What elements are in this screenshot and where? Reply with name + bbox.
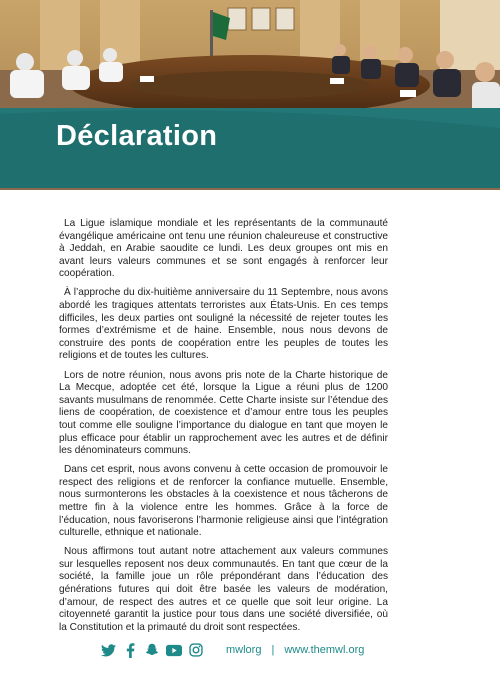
- twitter-icon[interactable]: [100, 642, 116, 658]
- declaration-body: [59, 218, 388, 641]
- instagram-icon[interactable]: [188, 642, 204, 658]
- website-link[interactable]: www.themwl.org: [284, 644, 365, 656]
- paragraph: À l’approche du dix-huitième anniversaire du 11 Septembre, nous avons abordé les tragiques attentats terroristes aux États-Unis. En ces temps difficiles, les deux parties ont souligné la nécessité de rejeter toutes les formes d’extrémisme et de haine. Ensemble, nous nous devons de construire des ponts de coopération entre les peuples de toutes les religions et de toutes les cultures.: [59, 287, 388, 362]
- snapchat-icon[interactable]: [144, 642, 160, 658]
- youtube-icon[interactable]: [166, 642, 182, 658]
- paragraph: Lors de notre réunion, nous avons pris note de la Charte historique de La Mecque, adoptée cet été, lorsque la Ligue a réuni plus de 1200 savants musulmans de renommée. Cette Charte insiste sur l’étendue des liens de coopération, de coexistence et d’amour entre tous les peuples tout comme elle souligne l’importance du dialogue en tant que moyen le plus efficace pour établir un rapprochement avec les autres et de définir les dénominateurs communs.: [59, 369, 388, 457]
- footer-separator: |: [271, 644, 275, 656]
- paragraph: Dans cet esprit, nous avons convenu à cette occasion de promouvoir le respect des religions et de renforcer la confiance mutuelle. Ensemble, nous surmonterons les obstacles à la coexistence et nous tâcherons de mettre fin à la violence entre les hommes. Grâce à la force de l’éducation, nous favoriserons l’harmonie religieuse ainsi que l’intégration culturelle, ethnique et nationale.: [59, 464, 388, 539]
- facebook-icon[interactable]: [122, 642, 138, 658]
- paragraph: La Ligue islamique mondiale et les représentants de la communauté évangélique américaine ont tenu une réunion chaleureuse et constructive à Jeddah, en Arabie saoudite ce lundi. Les deux groupes ont mis en avant leurs valeurs communes et se sont engagés à renforcer leur coopération.: [59, 218, 388, 280]
- footer: [100, 640, 364, 660]
- paragraph: Nous affirmons tout autant notre attachement aux valeurs communes sur lesquelles reposent nos deux communautés. En tant que cœur de la société, la famille joue un rôle prépondérant dans l’éducation des générations futures qui doit être basée les valeurs de modération, d’amour, de respect des autres et ce quelle que soit leur origine. La citoyenneté garantit la justice pour tous dans une société diversifiée, où la Constitution et la primauté du droit sont respectées.: [59, 546, 388, 633]
- page-title: Déclaration: [56, 120, 218, 152]
- social-handle[interactable]: mwlorg: [226, 644, 262, 656]
